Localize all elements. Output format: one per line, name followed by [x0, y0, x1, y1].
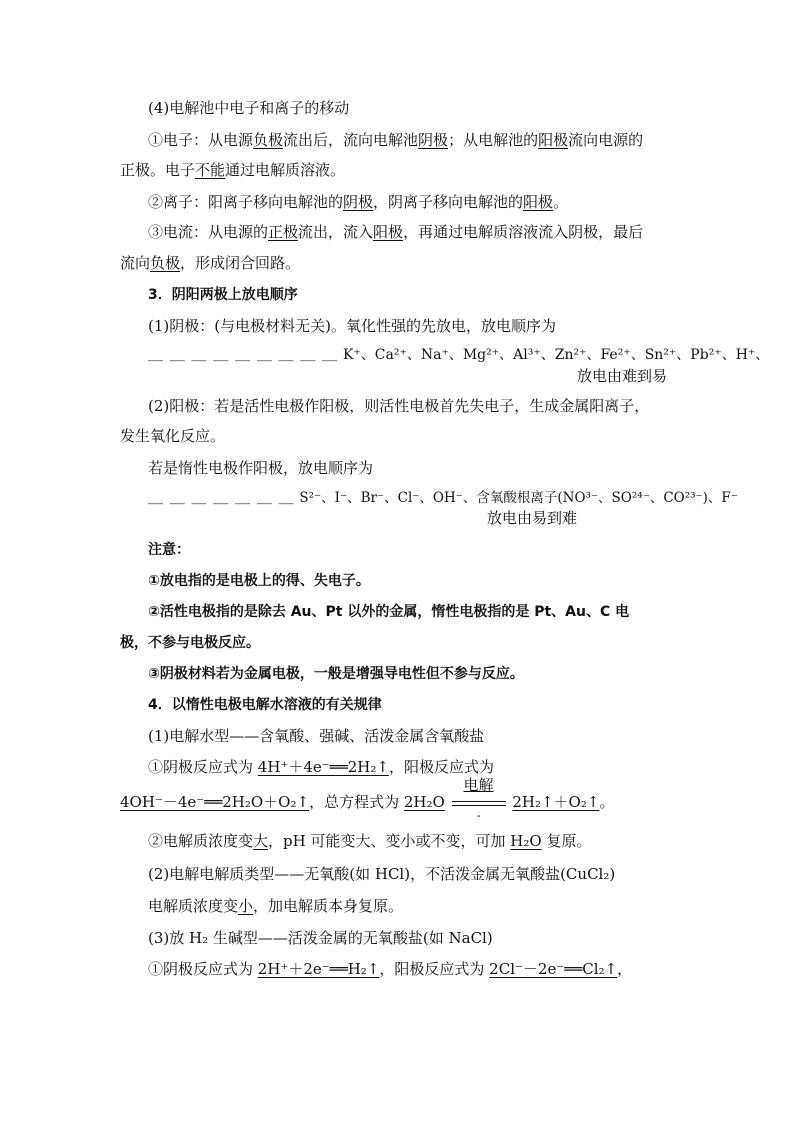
text: 流出后，流向电解池: [283, 131, 419, 149]
text: 复原。: [541, 832, 592, 850]
electrolyte-type-title: (2)电解电解质类型——无氧酸(如 HCl)，不活泼金属无氧酸盐(CuCl₂): [148, 865, 616, 883]
water-anode-line: [120, 776, 615, 822]
cathode-equation: 4H⁺＋4e⁻══2H₂↑: [257, 758, 389, 776]
cathode-title: (1)阴极：(与电极材料无关)。氧化性强的先放电，放电顺序为: [148, 317, 556, 335]
electron-line-2: [120, 160, 345, 180]
ion-line: [148, 192, 568, 212]
anode-ion-list: S²⁻、I⁻、Br⁻、Cl⁻、OH⁻、含氧酸根离子(NO³⁻、SO²⁴⁻、CO²³⁻)、F⁻: [299, 490, 738, 506]
condition-label: 电解: [463, 776, 494, 794]
text: 流出，流入: [298, 223, 374, 241]
cathode-order-row: [148, 344, 769, 365]
current-line-2: [120, 253, 300, 273]
text: ，加电解质本身复原。: [253, 897, 404, 915]
text: ；从电解池的: [448, 131, 539, 149]
anode-equation: 2Cl⁻－2e⁻══Cl₂↑: [489, 960, 618, 978]
answer-underline: 小: [238, 897, 254, 915]
text: ②电解质浓度变: [148, 832, 254, 850]
section-4-title: (4)电解池中电子和离子的移动: [148, 99, 350, 117]
text: ，再通过电解质溶液流入阴极，最后: [403, 223, 644, 241]
fill-dashes: ＿ ＿ ＿ ＿ ＿ ＿ ＿ ＿ ＿: [148, 345, 339, 363]
text: ，阳极反应式为: [379, 960, 490, 978]
anode-line-2: 发生氧化反应。: [120, 427, 226, 445]
note-1: ①放电指的是电极上的得、失电子。: [148, 573, 370, 589]
answer-underline: 负极: [150, 254, 181, 272]
total-equation-right: 2H₂↑＋O₂↑: [512, 793, 600, 811]
note-2b: 极，不参与电极反应。: [120, 635, 260, 651]
water-conc-line: [148, 831, 591, 851]
water-type-title: (1)电解水型——含氧酸、强碱、活泼金属含氧酸盐: [148, 727, 485, 745]
text: ，总方程式为: [309, 793, 404, 811]
answer-underline: 阳极: [373, 223, 404, 241]
text: 通过电解质溶液。: [225, 161, 346, 179]
text: 正极。电子: [120, 161, 196, 179]
text: ，: [617, 960, 633, 978]
cathode-ion-list: K⁺、Ca²⁺、Na⁺、Mg²⁺、Al³⁺、Zn²⁺、Fe²⁺、Sn²⁺、Pb²⁺、H⁺、: [342, 347, 770, 363]
total-equation-left: 2H₂O: [403, 793, 445, 811]
current-line-1: [148, 222, 643, 242]
text: ③电流：从电源的: [148, 223, 269, 241]
text: 流向: [120, 254, 151, 272]
anode-order-label: 放电由易到难: [487, 509, 578, 527]
h2-base-type-title: (3)放 H₂ 生碱型——活泼金属的无氧酸盐(如 NaCl): [148, 929, 493, 947]
text: ②离子：阳离子移向电解池的: [148, 193, 344, 211]
electrolysis-condition: [450, 776, 508, 822]
text: ，阳极反应式为: [388, 758, 494, 776]
electrolyte-conc-line: [148, 896, 403, 916]
condition-dash: -: [476, 809, 481, 822]
text: ①阴极反应式为: [148, 960, 258, 978]
text: ①电子：从电源: [148, 131, 254, 149]
answer-underline: 不能: [195, 161, 226, 179]
text: ①阴极反应式为: [148, 758, 258, 776]
water-cathode-line: [148, 757, 494, 777]
text: 电解质浓度变: [148, 897, 239, 915]
anode-inert-line: 若是惰性电极作阳极，放电顺序为: [148, 459, 374, 477]
answer-underline: 阳极: [523, 193, 554, 211]
anode-line-1: (2)阳极：若是活性电极作阳极，则活性电极首先失电子，生成金属阳离子，: [148, 397, 650, 415]
equals-bars: [452, 801, 506, 806]
text: ，形成闭合回路。: [180, 254, 301, 272]
section-4b-title: 4．以惰性电极电解水溶液的有关规律: [148, 697, 382, 713]
text: 。: [553, 193, 569, 211]
anode-equation: 4OH⁻－4e⁻══2H₂O＋O₂↑: [120, 793, 310, 811]
answer-underline: 负极: [253, 131, 284, 149]
anode-order-row: [148, 487, 738, 508]
electron-line-1: [148, 130, 643, 150]
text: 。: [599, 793, 615, 811]
answer-underline: 阴极: [343, 193, 374, 211]
text: ，pH 可能变大、变小或不变，可加: [268, 832, 511, 850]
note-title: 注意：: [148, 542, 190, 558]
cathode-order-label: 放电由难到易: [577, 367, 668, 385]
answer-underline: 大: [253, 832, 269, 850]
answer-underline: 阳极: [538, 131, 569, 149]
note-2a: ②活性电极指的是除去 Au、Pt 以外的金属，惰性电极指的是 Pt、Au、C 电: [148, 604, 630, 620]
text: 流向电源的: [568, 131, 644, 149]
answer-underline: 阴极: [418, 131, 449, 149]
text: ，阴离子移向电解池的: [373, 193, 524, 211]
fill-dashes: ＿ ＿ ＿ ＿ ＿ ＿ ＿: [148, 488, 295, 506]
note-3: ③阴极材料若为金属电极，一般是增强导电性但不参与反应。: [148, 666, 524, 682]
section-3-title: 3．阴阳两极上放电顺序: [148, 287, 298, 303]
h2-base-equations-line: [148, 959, 632, 979]
answer-underline: H₂O: [510, 832, 542, 850]
cathode-equation: 2H⁺＋2e⁻══H₂↑: [257, 960, 380, 978]
answer-underline: 正极: [268, 223, 299, 241]
